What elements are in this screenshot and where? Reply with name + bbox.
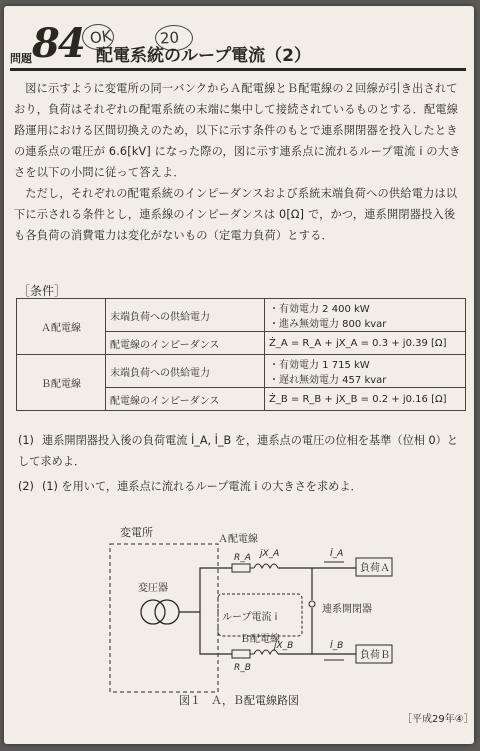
ra-label: R_A [234,553,251,563]
rb-label: R_B [234,663,251,673]
loop-current-label: ループ電流 i [222,612,278,623]
item-label: 末端負荷への供給電力 [106,355,265,388]
item-value: Ż_A = R_A + jX_A = 0.3 + j0.39 [Ω] [265,332,466,355]
textbook-page [4,6,474,744]
figure-number: 図１ [179,694,201,707]
load-b-label: 負荷Ｂ [360,650,390,661]
paragraph: ただし，それぞれの配電系統のインピーダンスおよび系統末端負荷への供給電力は以下に示される条件とし，連系線のインピーダンスは 0[Ω] で，かつ，連系開閉器投入後も各負荷の消費電力は変化がないもの（定電力負荷）とする． [14,187,458,242]
question-text: 連系開閉器投入後の負荷電流 İ_A, İ_B を，連系点の電圧の位相を基準（位相 0）として求めよ． [18,434,459,468]
header-rule [10,68,466,71]
item-value [265,299,466,332]
resistor-rb [232,650,250,658]
ib-label: İ_B [330,641,344,651]
line-name: Ａ配電線 [17,299,106,355]
table-row [17,299,466,332]
item-label: 配電線のインピーダンス [106,332,265,355]
question-2 [18,476,466,497]
tie-switch-contact [309,601,315,607]
problem-number: 84 [32,20,84,67]
figure-caption [4,692,474,708]
problem-label: 問題 [10,52,32,65]
substation-label: 変電所 [120,526,153,539]
resistor-ra [232,564,250,572]
item-value: Ż_B = R_B + jX_B = 0.2 + j0.16 [Ω] [265,388,466,411]
item-label: 末端負荷への供給電力 [106,299,265,332]
line-a-label: Ａ配電線 [218,534,258,545]
question-1 [18,430,466,472]
conditions-table [16,298,466,411]
exam-year: ［平成29年④］ [402,714,474,725]
transformer-label: 変圧器 [138,583,168,594]
value-line: ・有効電力 1 715 kW [269,360,370,371]
problem-header [10,20,466,72]
item-label: 配電線のインピーダンス [106,388,265,411]
conditions-label: ［条件］ [18,284,67,298]
problem-statement [14,78,466,246]
ia-label: İ_A [330,549,344,559]
handwritten-mark: OK [88,26,113,48]
problem-title: 配電系統のループ電流（2） [96,46,311,66]
line-name: Ｂ配電線 [17,355,106,411]
item-value [265,355,466,388]
circuit-diagram [4,520,474,720]
line-b-label: Ｂ配電線 [240,634,280,645]
xb-label: jX_B [274,641,294,651]
handwritten-mark: 20 [159,28,180,48]
figure-title: Ａ，Ｂ配電線路図 [211,694,299,707]
question-text: (1) を用いて，連系点に流れるループ電流 i の大きさを求めよ． [42,480,362,493]
transformer-coil [141,600,165,624]
value-line: ・遅れ無効電力 457 kvar [269,375,387,386]
line-a-bus [179,568,232,612]
value-line: ・進み無効電力 800 kvar [269,319,387,330]
question-number: (1) [18,434,34,447]
tie-switch-label: 連系開閉器 [322,604,372,615]
transformer-coil [155,600,179,624]
value-line: ・有効電力 2 400 kW [269,304,370,315]
paragraph: 図に示すように変電所の同一バンクからＡ配電線とＢ配電線の２回線が引き出されており，負荷はそれぞれの配電系統の末端に集中して接続されているものとする．配電線路運用における区間切換えのため，以下に示す条件のもとで連系開閉器を投入したときの連系点の電圧が 6.6[kV] になった際の，図に示す連系点に流れるループ電流 i の大きさを以下の小問に従って答えよ． [14,82,461,179]
question-number: (2) [18,480,34,493]
table-row [17,355,466,388]
inductor-xa [254,564,278,568]
load-a-label: 負荷Ａ [360,563,390,574]
xa-label: jX_A [260,549,280,559]
